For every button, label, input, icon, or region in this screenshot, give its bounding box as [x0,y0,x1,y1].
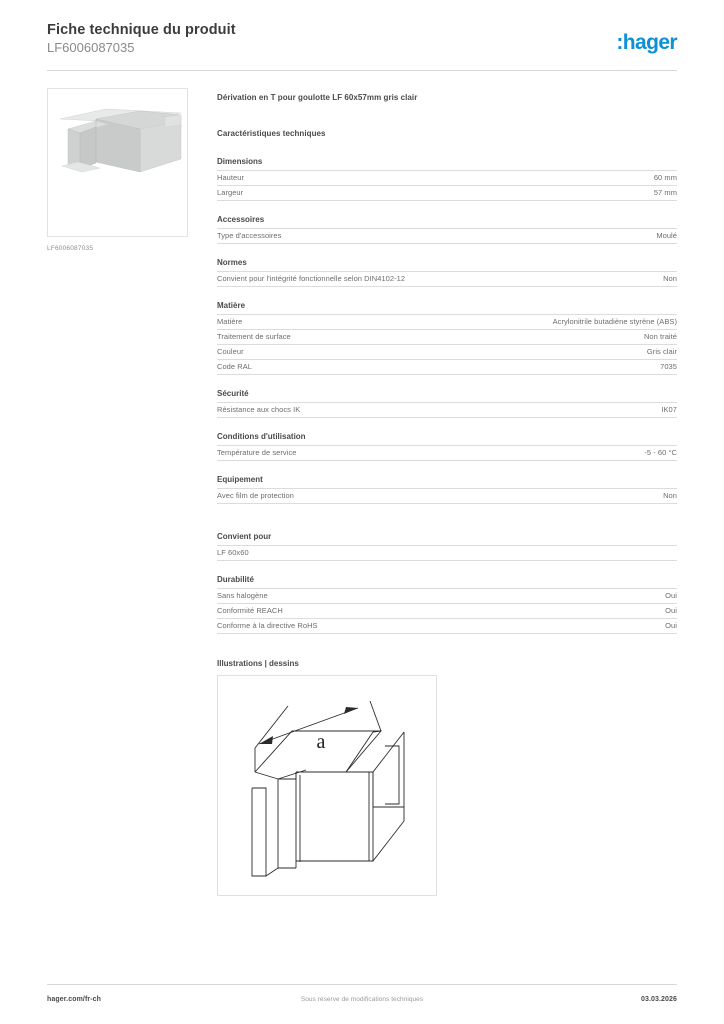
spec-value [467,546,677,561]
spec-row [217,619,677,634]
footer-website[interactable]: hager.com/fr-ch [47,996,102,1003]
spec-group-heading: Conditions d'utilisation [217,432,306,441]
spec-group-heading: Sécurité [217,389,249,398]
spec-label: Température de service [217,446,467,461]
spec-row [217,589,677,604]
product-name: Dérivation en T pour goulotte LF 60x57mm gris clair [217,93,418,102]
spec-group-heading: Convient pour [217,532,272,541]
spec-table [217,545,677,561]
spec-value: Oui [467,589,677,604]
hager-logo: :hager [616,31,677,54]
header-divider [47,70,677,71]
spec-value: Non [467,489,677,504]
spec-row [217,229,677,244]
spec-row [217,446,677,461]
spec-group [217,432,677,461]
spec-value: Non traité [467,330,677,345]
spec-group-heading: Dimensions [217,157,263,166]
spec-groups [217,157,677,634]
spec-row [217,604,677,619]
spec-label: Largeur [217,186,467,201]
product-figure [47,88,188,252]
technical-drawing-tee-junction [218,676,436,895]
spec-group-heading: Equipement [217,475,263,484]
spec-table [217,271,677,287]
spec-table [217,170,677,201]
spec-row [217,345,677,360]
spec-label: Convient pour l'intégrité fonctionnelle selon DIN4102-12 [217,272,467,287]
footer-divider [47,984,677,985]
spec-value: -5 - 60 °C [467,446,677,461]
spec-value: IK07 [467,403,677,418]
spec-row [217,315,677,330]
spec-group [217,475,677,504]
page-footer [47,996,677,1010]
spec-group-heading: Matière [217,301,246,310]
spec-row [217,546,677,561]
spec-label: Type d'accessoires [217,229,467,244]
illustrations-heading: Illustrations | dessins [217,659,299,668]
spec-row [217,272,677,287]
spec-group [217,258,677,287]
spec-table [217,228,677,244]
product-image-caption: LF6006087035 [47,245,94,252]
spec-table [217,445,677,461]
spec-group [217,389,677,418]
spec-group-heading: Normes [217,258,247,267]
page-title: Fiche technique du produit [47,22,236,38]
footer-date: 03.03.2026 [640,996,677,1003]
footer-disclaimer: Sous réserve de modifications techniques [300,996,424,1003]
spec-row [217,171,677,186]
spec-value: Acrylonitrile butadiène styrène (ABS) [467,315,677,330]
technical-drawing-box [217,675,437,896]
spec-label: Traitement de surface [217,330,467,345]
spec-row [217,489,677,504]
spec-group [217,157,677,201]
spec-group-heading: Durabilité [217,575,254,584]
spec-group [217,215,677,244]
spec-table [217,402,677,418]
spec-table [217,488,677,504]
spec-value: Oui [467,604,677,619]
spec-group [217,301,677,375]
spec-label: Sans halogène [217,589,467,604]
spec-row [217,186,677,201]
spec-row [217,360,677,375]
spec-value: 57 mm [467,186,677,201]
spec-table [217,314,677,375]
page-header [47,22,677,64]
spec-group [217,575,677,634]
spec-label: Résistance aux chocs IK [217,403,467,418]
spec-label: Conformité REACH [217,604,467,619]
spec-value: Oui [467,619,677,634]
spec-label: Code RAL [217,360,467,375]
spec-group [217,532,677,561]
main-content [217,92,677,896]
specs-title: Caractéristiques techniques [217,129,326,138]
spec-label: Conforme à la directive RoHS [217,619,467,634]
spec-label: LF 60x60 [217,546,467,561]
spec-label: Matière [217,315,467,330]
spec-label: Hauteur [217,171,467,186]
spec-value: Non [467,272,677,287]
product-image-box [47,88,188,237]
spec-row [217,403,677,418]
spec-label: Couleur [217,345,467,360]
dimension-label-a: a [316,731,326,753]
spec-table [217,588,677,634]
product-photo-trunking-tee [48,89,187,236]
spec-value: 60 mm [467,171,677,186]
spec-group-heading: Accessoires [217,215,265,224]
spec-row [217,330,677,345]
spec-value: Moulé [467,229,677,244]
spec-value: Gris clair [467,345,677,360]
spec-value: 7035 [467,360,677,375]
product-reference: LF6006087035 [47,40,135,55]
spec-label: Avec film de protection [217,489,467,504]
